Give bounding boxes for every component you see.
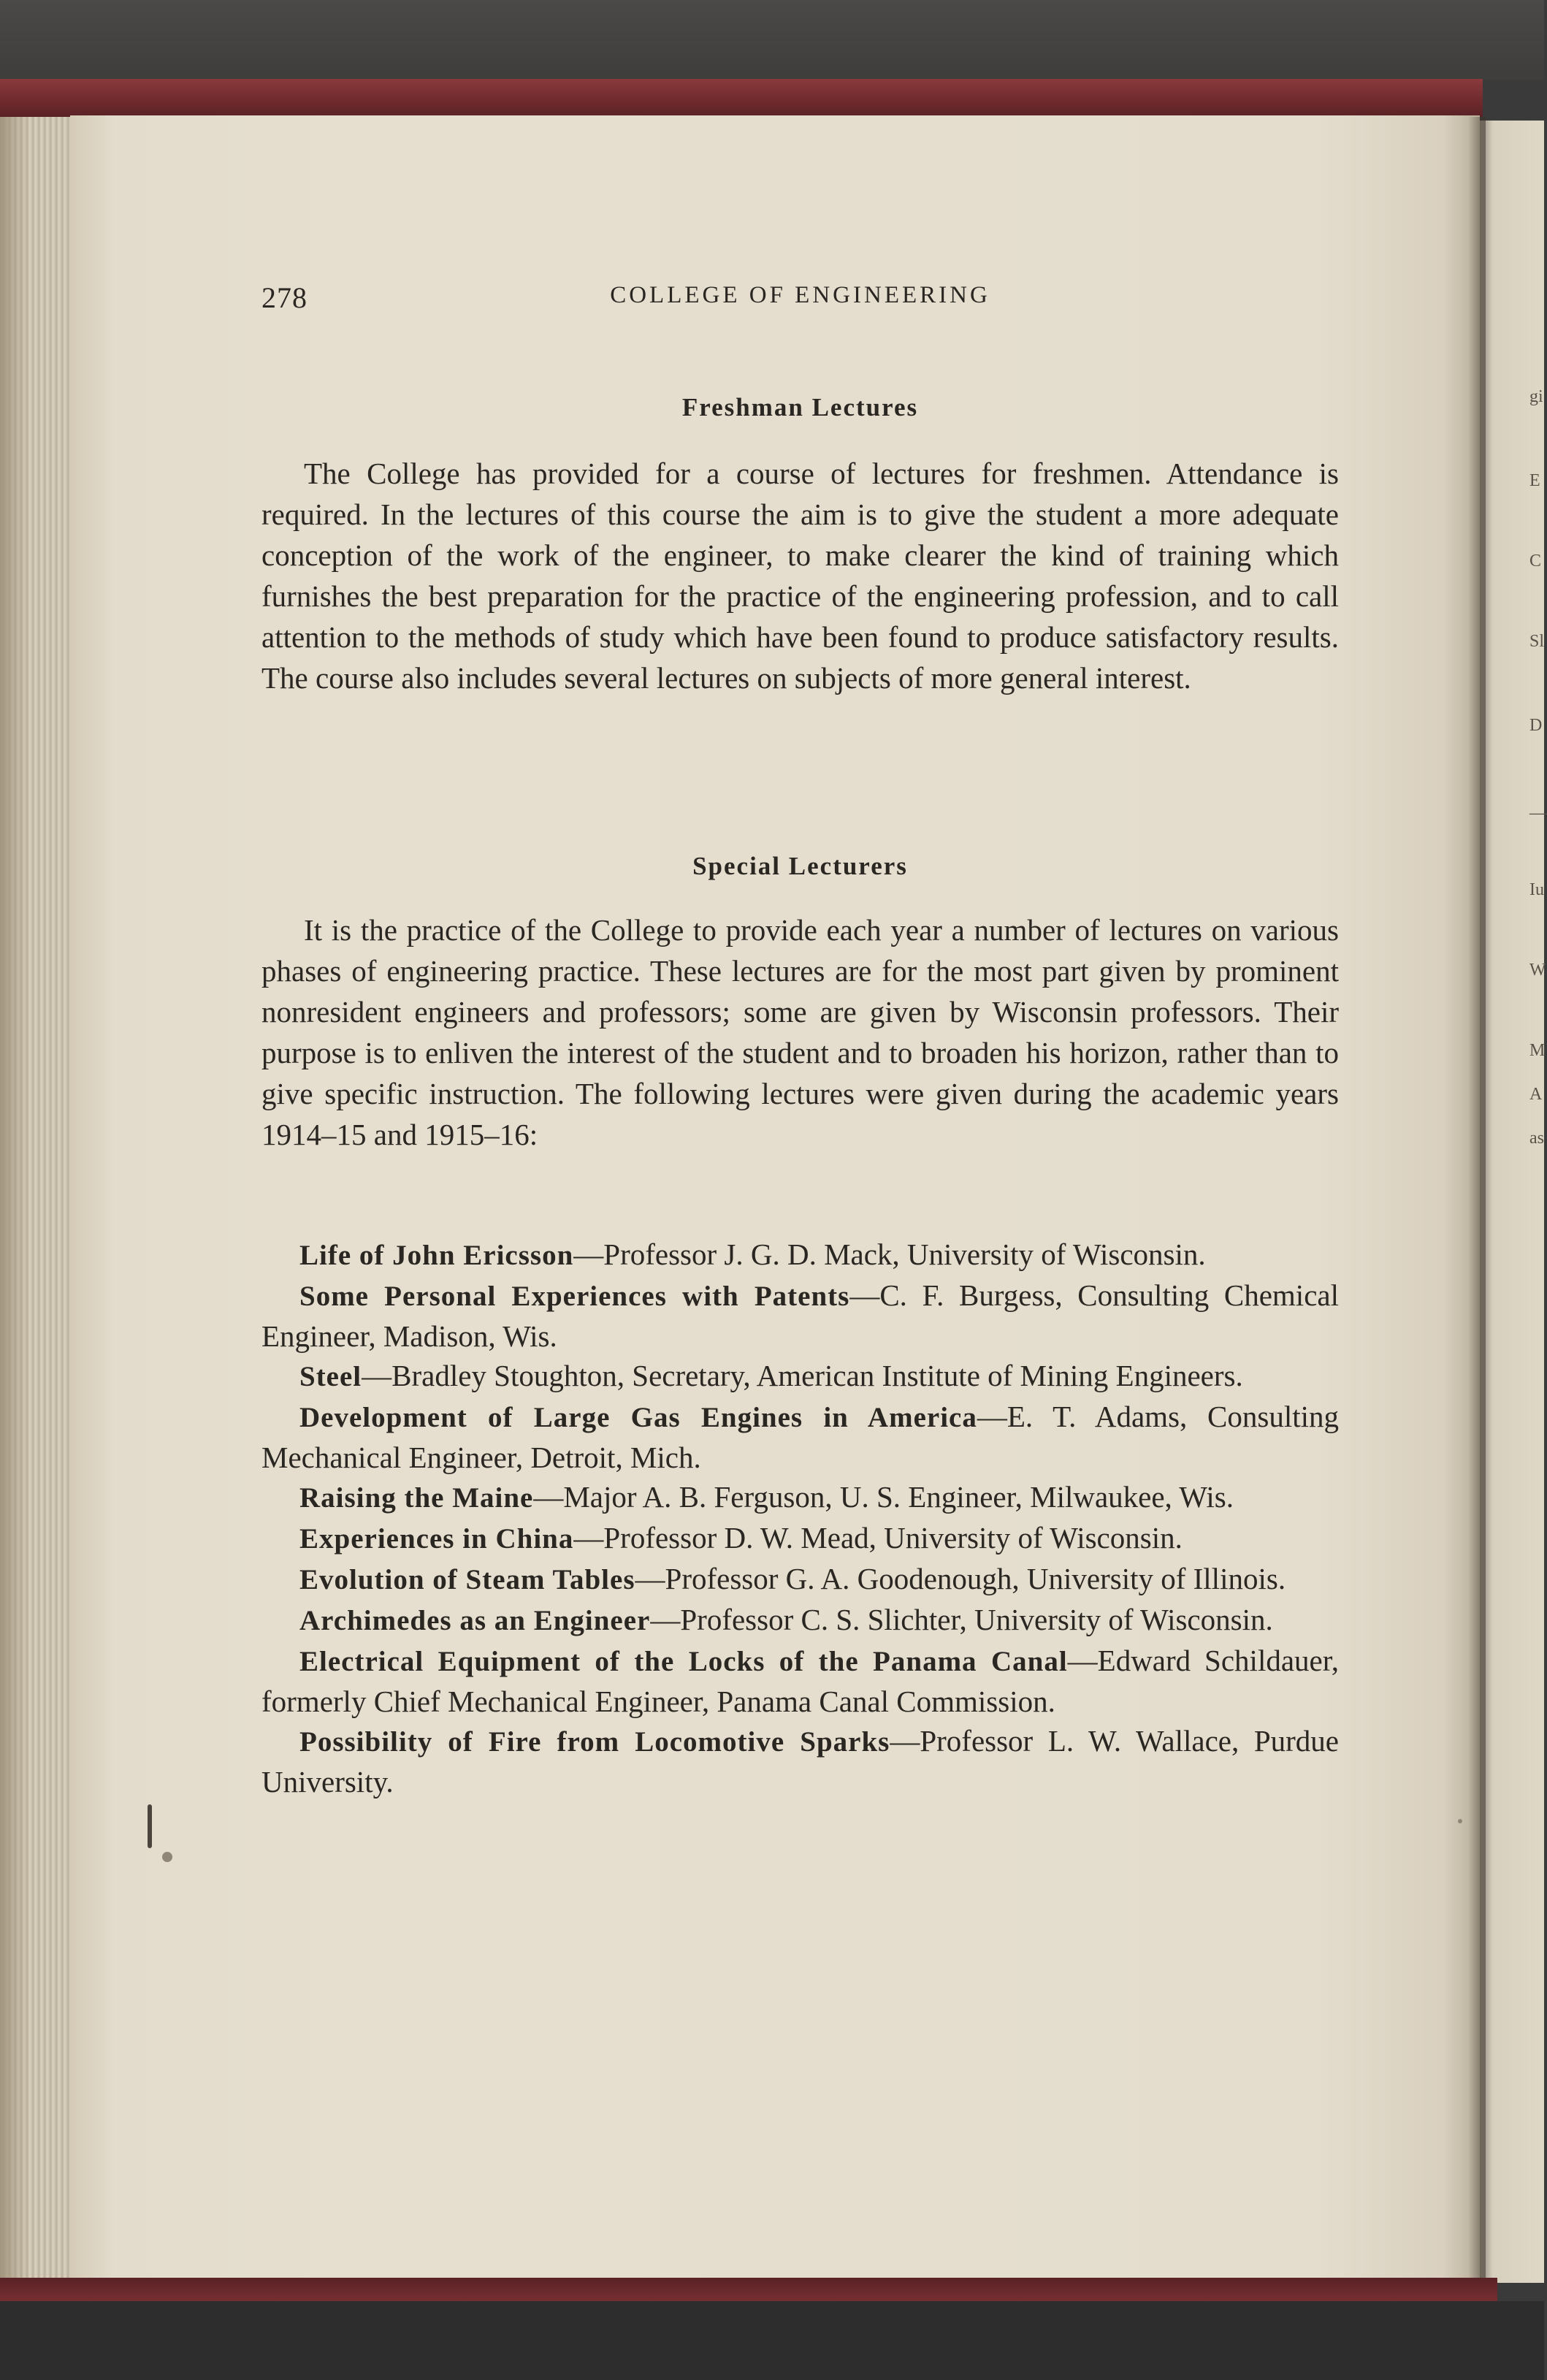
page-speck <box>1458 1819 1462 1823</box>
lecture-title: Life of John Ericsson <box>299 1240 574 1271</box>
lecture-title: Possibility of Fire from Locomotive Sparks <box>299 1726 890 1758</box>
facing-page-fragment: W <box>1529 961 1546 980</box>
facing-page-fragment: E <box>1529 471 1540 490</box>
lecture-entry <box>261 1559 1339 1600</box>
lecture-speaker: —Professor D. W. Mead, University of Wisconsin. <box>573 1521 1183 1555</box>
lecture-entry <box>261 1518 1339 1559</box>
lecture-entry <box>261 1275 1339 1356</box>
section-heading-freshman-lectures: Freshman Lectures <box>681 393 919 422</box>
lecture-entry <box>261 1356 1339 1397</box>
page-speck <box>162 1852 172 1862</box>
paragraph-freshman-lectures: The College has provided for a course of lectures for freshmen. Attendance is required. In the lectures of this course the aim is to give the student a more adequate conception of the work of the engineer, to make clearer the kind of training which furnishes the best preparation for the practice of the engineering profession, and to call attention to the methods of study which have been found to produce satisfactory results. The course also includes several lectures on subjects of more general interest. <box>261 457 1339 695</box>
lecture-title: Steel <box>299 1361 362 1392</box>
lecture-speaker: —Major A. B. Ferguson, U. S. Engineer, Milwaukee, Wis. <box>533 1480 1234 1514</box>
lecture-entry <box>261 1721 1339 1801</box>
book-cover-top-edge <box>0 79 1483 117</box>
lecture-title: Some Personal Experiences with Patents <box>299 1281 850 1312</box>
scan-background-bottom <box>0 2301 1544 2380</box>
page-number: 278 <box>261 281 308 314</box>
lecture-title: Evolution of Steam Tables <box>299 1564 635 1595</box>
facing-page-fragment: Iu <box>1529 880 1544 899</box>
book-cover-bottom-edge <box>0 2278 1497 2304</box>
lecture-entry <box>261 1641 1339 1721</box>
facing-page-fragment: C <box>1529 552 1542 571</box>
facing-page-fragment: M <box>1529 1041 1546 1060</box>
section-heading-special-lecturers: Special Lecturers <box>692 852 908 880</box>
lecture-speaker: —C. F. Burgess, Consulting Chemical Engineer, Madison, Wis. <box>261 1278 1339 1353</box>
lecture-speaker: —Bradley Stoughton, Secretary, American Institute of Mining Engineers. <box>362 1359 1243 1392</box>
facing-page-fragment: — <box>1529 804 1547 823</box>
running-head-title: COLLEGE OF ENGINEERING <box>610 282 990 308</box>
lecture-title: Electrical Equipment of the Locks of the Panama Canal <box>299 1646 1068 1677</box>
facing-page-fragment: as <box>1529 1129 1544 1148</box>
lecture-entry <box>261 1477 1339 1518</box>
lecture-entry <box>261 1397 1339 1477</box>
lecture-speaker: —Professor J. G. D. Mack, University of Wisconsin. <box>573 1237 1206 1271</box>
book-page <box>70 115 1480 2279</box>
lecture-list <box>261 1235 1339 1801</box>
scan-background-top <box>0 0 1544 80</box>
facing-page-fragment: gi <box>1529 387 1543 406</box>
lecture-speaker: —Professor C. S. Slichter, University of Wisconsin. <box>650 1603 1273 1636</box>
lecture-speaker: —Professor L. W. Wallace, Purdue University. <box>261 1724 1339 1799</box>
facing-page-fragment: Sl <box>1529 632 1545 651</box>
lecture-entry <box>261 1235 1339 1275</box>
gutter-shadow <box>1468 117 1486 2279</box>
paragraph-special-lecturers: It is the practice of the College to provide each year a number of lectures on various phases of engineering practice. These lectures are for the most part given by prominent nonresident engineers and professors; some are given by Wisconsin professors. Their purpose is to enliven the interest of the student and to broaden his horizon, rather than to give specific instruction. The following lectures were given during the academic years 1914–15 and 1915–16: <box>261 913 1339 1151</box>
facing-page-fragment: A <box>1529 1085 1543 1104</box>
lecture-title: Archimedes as an Engineer <box>299 1605 651 1636</box>
lecture-entry <box>261 1600 1339 1641</box>
facing-page-fragment: D <box>1529 716 1543 735</box>
lecture-speaker: —E. T. Adams, Consulting Mechanical Engineer, Detroit, Mich. <box>261 1400 1339 1474</box>
lecture-title: Raising the Maine <box>299 1482 534 1514</box>
lecture-title: Development of Large Gas Engines in America <box>299 1402 977 1433</box>
lecture-speaker: —Professor G. A. Goodenough, University of Illinois. <box>635 1562 1286 1595</box>
running-head <box>261 281 1342 324</box>
facing-page-edge <box>1480 121 1547 2283</box>
lecture-speaker: —Edward Schildauer, formerly Chief Mechanical Engineer, Panama Canal Commission. <box>261 1644 1339 1718</box>
lecture-title: Experiences in China <box>299 1523 574 1555</box>
page-mark <box>148 1804 152 1848</box>
